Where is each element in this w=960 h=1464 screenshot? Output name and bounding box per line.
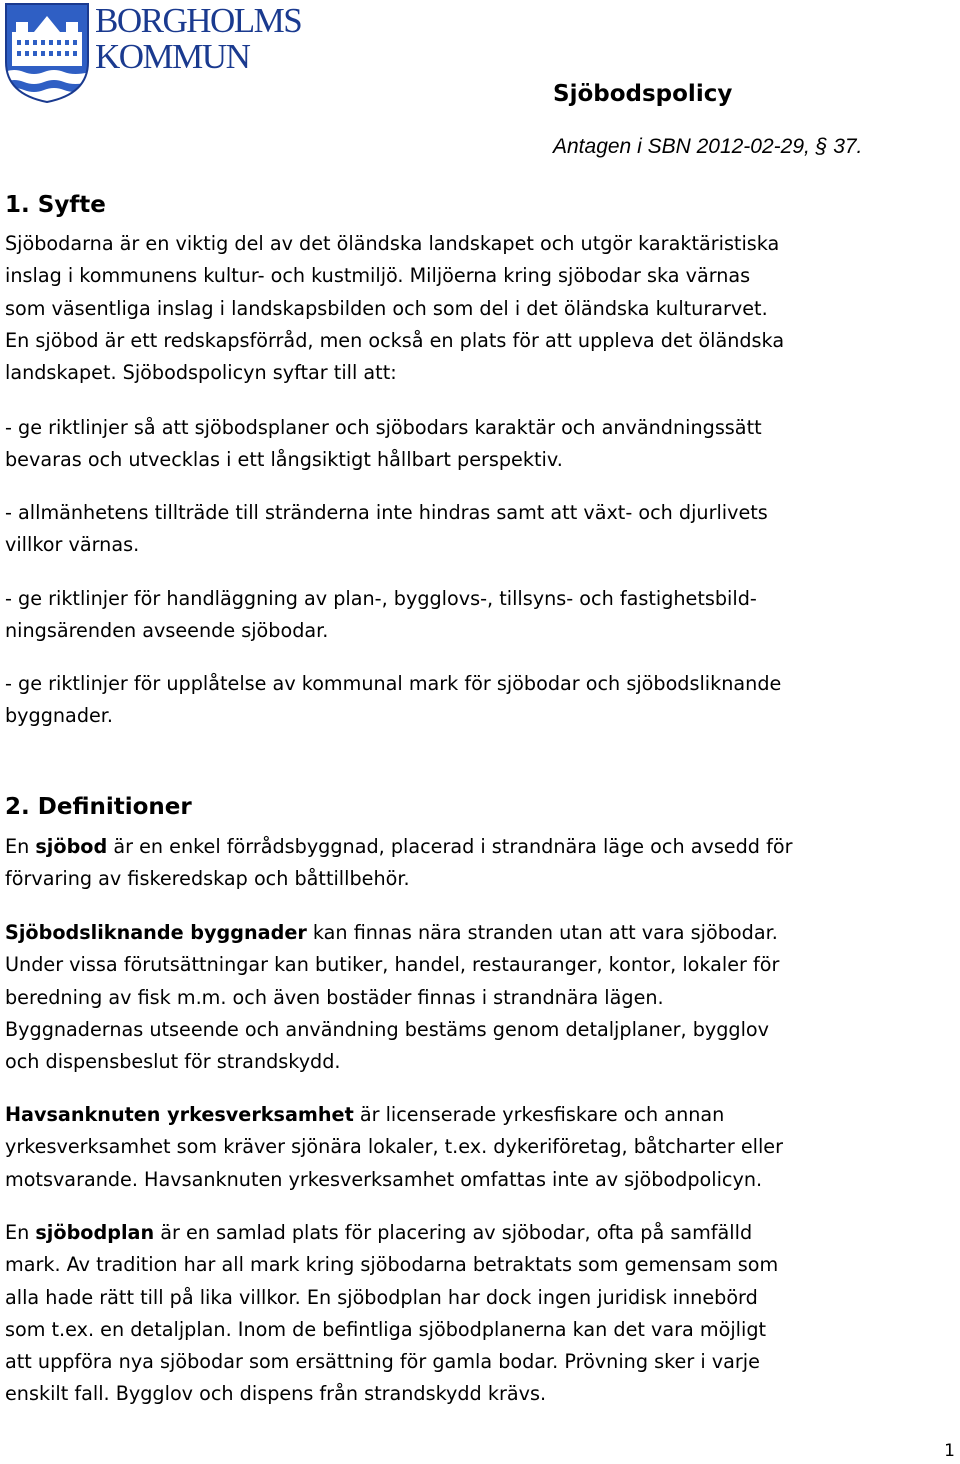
paragraph-line	[5, 1099, 960, 1131]
section-heading-definitions: 2. Definitioner	[5, 794, 192, 820]
bullet-line: - ge riktlinjer för handläggning av plan-, bygglovs-, tillsyns- och fastighetsbild-	[5, 587, 757, 610]
municipality-logo-text	[95, 0, 301, 78]
paragraph-line	[5, 917, 960, 949]
paragraph-line: beredning av fisk m.m. och även bostäder finnas i strandnära lägen.	[5, 985, 664, 1009]
definition-sjobod	[5, 831, 960, 896]
paragraph-line: och dispensbeslut för strandskydd.	[5, 1050, 341, 1074]
purpose-bullet-2	[5, 497, 960, 562]
bullet-line: bevaras och utvecklas i ett långsiktigt hållbart perspektiv.	[5, 448, 563, 472]
definition-sjobodplan	[5, 1217, 960, 1411]
purpose-bullet-4	[5, 668, 960, 733]
paragraph-line: landskapet. Sjöbodspolicyn syftar till att:	[5, 361, 397, 385]
purpose-bullet-3	[5, 583, 960, 648]
bullet-line: - allmänhetens tillträde till stränderna inte hindras samt att växt- och djurlivets	[5, 501, 768, 524]
definition-term: Havsanknuten yrkesverksamhet	[5, 1103, 354, 1126]
definition-text: är licenserade yrkesfiskare och annan	[353, 1103, 725, 1126]
paragraph-line: alla hade rätt till på lika villkor. En sjöbodplan har dock ingen juridisk innebörd	[5, 1285, 758, 1309]
paragraph-line: mark. Av tradition har all mark kring sjöbodarna betraktats som gemensam som	[5, 1253, 779, 1277]
paragraph-line: motsvarande. Havsanknuten yrkesverksamhet omfattas inte av sjöbodpolicyn.	[5, 1167, 763, 1191]
municipality-shield-logo	[4, 2, 90, 104]
paragraph-line: Byggnadernas utseende och användning bestäms genom detaljplaner, bygglov	[5, 1017, 770, 1041]
paragraph-line: som väsentliga inslag i landskapsbilden och som del i det öländska kulturarvet.	[5, 296, 768, 320]
definition-text: kan finnas nära stranden utan att vara sjöbodar.	[306, 921, 778, 944]
definition-term: sjöbodplan	[35, 1221, 155, 1244]
purpose-intro-paragraph	[5, 228, 960, 389]
paragraph-line: yrkesverksamhet som kräver sjönära lokaler, t.ex. dykeriföretag, båtcharter eller	[5, 1135, 784, 1159]
definition-term: Sjöbodsliknande byggnader	[5, 921, 307, 944]
paragraph-line	[5, 831, 960, 863]
bullet-line: - ge riktlinjer för upplåtelse av kommunal mark för sjöbodar och sjöbodsliknande	[5, 672, 782, 695]
definition-havsanknuten	[5, 1099, 960, 1196]
bullet-line: ningsärenden avseende sjöbodar.	[5, 619, 329, 643]
purpose-bullet-1	[5, 412, 960, 477]
paragraph-line: att uppföra nya sjöbodar som ersättning för gamla bodar. Prövning sker i varje	[5, 1350, 760, 1374]
page-number: 1	[944, 1441, 955, 1461]
logo-line-2: KOMMUN	[95, 37, 250, 76]
definition-prefix: En	[5, 835, 36, 858]
definition-prefix: En	[5, 1221, 36, 1244]
adoption-note: Antagen i SBN 2012-02-29, § 37.	[553, 135, 863, 158]
bullet-line: villkor värnas.	[5, 533, 140, 557]
paragraph-line: enskilt fall. Bygglov och dispens från strandskydd krävs.	[5, 1382, 547, 1406]
logo-line-1: BORGHOLMS	[95, 1, 302, 40]
paragraph-line: Sjöbodarna är en viktig del av det öländska landskapet och utgör karaktäristiska	[5, 232, 780, 255]
definition-term: sjöbod	[35, 835, 108, 858]
section-heading-purpose: 1. Syfte	[5, 192, 106, 218]
document-title: Sjöbodspolicy	[553, 81, 733, 107]
paragraph-line: Under vissa förutsättningar kan butiker, handel, restauranger, kontor, lokaler för	[5, 953, 780, 977]
paragraph-line: inslag i kommunens kultur- och kustmiljö. Miljöerna kring sjöbodar ska värnas	[5, 264, 751, 288]
definition-sjobodsliknande	[5, 917, 960, 1078]
bullet-line: - ge riktlinjer så att sjöbodsplaner och sjöbodars karaktär och användningssätt	[5, 416, 762, 439]
paragraph-line: förvaring av fiskeredskap och båttillbehör.	[5, 867, 410, 891]
paragraph-line	[5, 1217, 960, 1249]
definition-text: är en enkel förrådsbyggnad, placerad i strandnära läge och avsedd för	[107, 835, 793, 858]
paragraph-line: En sjöbod är ett redskapsförråd, men också en plats för att uppleva det öländska	[5, 328, 785, 352]
bullet-line: byggnader.	[5, 704, 114, 728]
definition-text: är en samlad plats för placering av sjöbodar, ofta på samfälld	[154, 1221, 753, 1244]
paragraph-line: som t.ex. en detaljplan. Inom de befintliga sjöbodplanerna kan det vara möjligt	[5, 1317, 767, 1341]
